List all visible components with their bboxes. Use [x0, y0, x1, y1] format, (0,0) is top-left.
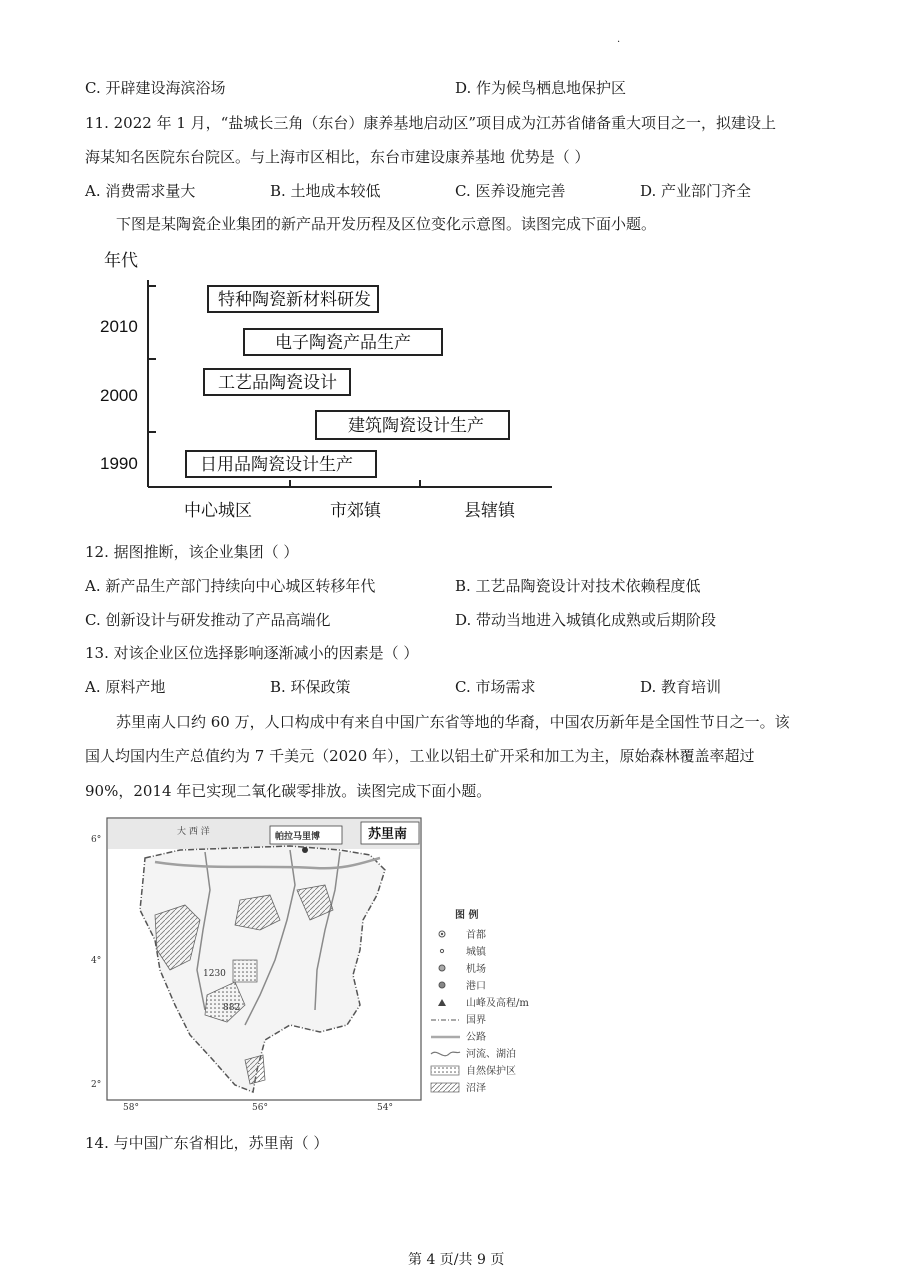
capital-marker	[302, 847, 308, 853]
y-tick-label-1990: 1990	[100, 454, 138, 473]
q12-option-a: A. 新产品生产部门持续向中心城区转移年代	[85, 577, 376, 595]
swamp-icon	[431, 1083, 459, 1092]
legend-reserve: 自然保护区	[466, 1066, 516, 1077]
town-icon	[440, 949, 443, 952]
peak-icon	[438, 999, 446, 1006]
legend-title: 图 例	[455, 910, 479, 921]
q12-stem: 12. 据图推断，该企业集团（ ）	[85, 543, 299, 561]
passage-line1: 苏里南人口约 60 万，人口构成中有来自中国广东省等地的华裔，中国农历新年是全国性节日之一。该	[116, 713, 790, 731]
lon-label-58: 58°	[123, 1103, 139, 1113]
q14-stem: 14. 与中国广东省相比，苏里南（ ）	[85, 1134, 329, 1152]
legend-swamp: 沼泽	[466, 1083, 486, 1094]
q13-option-d: D. 教育培训	[640, 678, 722, 696]
q13-stem: 13. 对该企业区位选择影响逐渐减小的因素是（ ）	[85, 644, 419, 662]
q13-option-b: B. 环保政策	[270, 678, 351, 696]
svg-text:工艺品陶瓷设计: 工艺品陶瓷设计	[218, 373, 337, 393]
x-label-center-city: 中心城区	[184, 501, 252, 521]
bar-daily-ceramics	[186, 451, 376, 477]
lat-label-6: 6°	[91, 835, 102, 845]
legend-border: 国界	[466, 1015, 486, 1026]
y-tick-label-2000: 2000	[100, 386, 138, 405]
legend-airport: 机场	[466, 964, 486, 975]
legend-port: 港口	[466, 981, 486, 992]
q11-option-c: C. 医养设施完善	[455, 182, 566, 200]
chart-ylabel: 年代	[104, 251, 138, 270]
legend-road: 公路	[466, 1032, 486, 1043]
q11-stem-line1: 11. 2022 年 1 月，“盐城长三角（东台）康养基地启动区”项目成为江苏省储备重大项目之一，拟建设上	[85, 114, 776, 132]
svg-text:特种陶瓷新材料研发: 特种陶瓷新材料研发	[218, 290, 371, 310]
q10-option-d: D. 作为候鸟栖息地保护区	[455, 79, 627, 97]
x-label-suburb-town: 市郊镇	[330, 501, 381, 521]
lat-label-2: 2°	[91, 1080, 102, 1090]
map-title: 苏里南	[368, 827, 408, 842]
river-lake-icon	[431, 1052, 460, 1056]
port-icon	[439, 982, 445, 988]
legend-capital: 首都	[466, 930, 486, 941]
q12-option-d: D. 带动当地进入城镇化成熟或后期阶段	[455, 611, 717, 629]
reserve	[233, 960, 257, 982]
header-dot: .	[617, 34, 621, 45]
y-tick-label-2010: 2010	[100, 317, 138, 336]
q11-stem-line2: 海某知名医院东台院区。与上海市区相比，东台市建设康养基地 优势是（ ）	[85, 148, 590, 166]
airport-icon	[439, 965, 445, 971]
reserve-icon	[431, 1066, 459, 1075]
q12-option-c: C. 创新设计与研发推动了产品高端化	[85, 611, 331, 629]
q11-option-a: A. 消费需求量大	[85, 182, 196, 200]
svg-text:建筑陶瓷设计生产: 建筑陶瓷设计生产	[348, 416, 484, 436]
lat-label-4: 4°	[91, 956, 102, 966]
q11-option-d: D. 产业部门齐全	[640, 182, 752, 200]
legend-town: 城镇	[466, 947, 486, 958]
q11-option-b: B. 土地成本较低	[270, 182, 381, 200]
bar-electronic-ceramics	[244, 329, 442, 355]
passage-line3: 90%，2014 年已实现二氧化碳零排放。读图完成下面小题。	[85, 782, 492, 800]
lon-label-54: 54°	[377, 1103, 393, 1113]
suriname-map	[85, 810, 535, 1120]
peak-label-1230: 1230	[203, 969, 226, 979]
chart-intro: 下图是某陶瓷企业集团的新产品开发历程及区位变化示意图。读图完成下面小题。	[116, 215, 657, 233]
ocean-label: 大 西 洋	[177, 827, 210, 837]
lon-label-56: 56°	[252, 1103, 268, 1113]
svg-text:电子陶瓷产品生产: 电子陶瓷产品生产	[275, 333, 411, 353]
bar-building-ceramics	[316, 411, 509, 439]
q13-option-a: A. 原料产地	[85, 678, 166, 696]
q13-option-c: C. 市场需求	[455, 678, 536, 696]
legend-peak: 山峰及高程/m	[466, 998, 529, 1009]
legend-river: 河流、湖泊	[466, 1049, 516, 1060]
x-label-county-town: 县辖镇	[464, 501, 515, 521]
q12-option-b: B. 工艺品陶瓷设计对技术依赖程度低	[455, 577, 701, 595]
bar-special-ceramics	[208, 286, 378, 312]
passage-line2: 国人均国内生产总值约为 7 千美元（2020 年），工业以铝土矿开采和加工为主，原始森林覆盖率超过	[85, 747, 755, 765]
map-legend	[431, 908, 529, 1094]
q10-option-c: C. 开辟建设海滨浴场	[85, 79, 226, 97]
peak-label-882: 882	[223, 1003, 241, 1013]
ceramics-chart	[80, 240, 560, 525]
svg-text:日用品陶瓷设计生产: 日用品陶瓷设计生产	[200, 455, 353, 475]
capital-label: 帕拉马里博	[275, 832, 321, 842]
bar-craft-ceramics	[204, 369, 350, 395]
page-footer: 第 4 页/共 9 页	[408, 1252, 505, 1268]
